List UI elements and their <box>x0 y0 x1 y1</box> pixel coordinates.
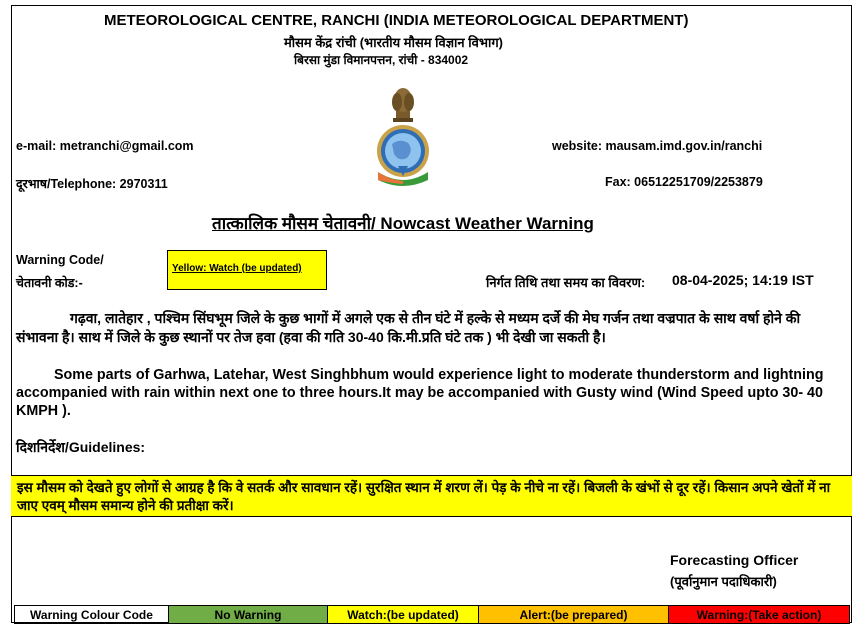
warning-code-label-hi: चेतावनी कोड:- <box>16 276 83 290</box>
issue-time-label: निर्गत तिथि तथा समय का विवरण: <box>486 275 646 290</box>
legend-no-warning: No Warning <box>168 605 328 624</box>
contact-email: e-mail: metranchi@gmail.com <box>16 139 194 153</box>
header-title-en: METEOROLOGICAL CENTRE, RANCHI (INDIA METEOROLOGICAL DEPARTMENT) <box>104 12 689 29</box>
legend-watch: Watch:(be updated) <box>327 605 479 624</box>
contact-telephone: दूरभाष/Telephone: 2970311 <box>16 177 168 191</box>
header-title-hi: मौसम केंद्र रांची (भारतीय मौसम विज्ञान विभाग) <box>284 35 503 50</box>
warning-text-english: Some parts of Garhwa, Latehar, West Singhbhum would experience light to moderate thunderstorm and lightning accompanied with rain within next one to three hours.It may be accompanied with Gusty wind (Wind Speed upto 30- 40 KMPH ). <box>16 367 824 419</box>
forecasting-officer-title-hi: (पूर्वानुमान पदाधिकारी) <box>670 574 777 589</box>
warning-text-hindi: गढ़वा, लातेहार , पश्चिम सिंघभूम जिले के कुछ भागों में अगले एक से तीन घंटे में हल्के से मध्यम दर्जे की मेघ गर्जन तथा वज्रपात के साथ वर्षा होने की संभावना है। साथ में जिले के कुछ स्थानों पर तेज हवा (हवा की गति 30-40 कि.मी.प्रति घंटे तक ) भी देखी जा सकती है। <box>16 310 801 345</box>
issue-time-value: 08-04-2025; 14:19 IST <box>672 272 814 288</box>
forecasting-officer-title: Forecasting Officer <box>670 552 799 568</box>
contact-fax: Fax: 06512251709/2253879 <box>605 175 763 189</box>
warning-code-box: Yellow: Watch (be updated) <box>167 250 327 290</box>
imd-emblem-icon <box>374 80 432 188</box>
legend-alert: Alert:(be prepared) <box>478 605 669 624</box>
legend-warning: Warning:(Take action) <box>668 605 850 624</box>
warning-colour-legend <box>14 605 850 624</box>
contact-website: website: mausam.imd.gov.in/ranchi <box>552 139 763 153</box>
document-title: तात्कालिक मौसम चेतावनी/ Nowcast Weather Warning <box>212 214 594 233</box>
header-address: बिरसा मुंडा विमानपत्तन, रांची - 834002 <box>294 53 469 67</box>
warning-code-label-en: Warning Code/ <box>16 253 104 267</box>
guidelines-text: इस मौसम को देखते हुए लोगों से आग्रह है कि वे सतर्क और सावधान रहें। सुरक्षित स्थान में शरण लें। पेड़ के नीचे ना रहें। बिजली के खंभों से दूर रहें। किसान अपने खेतों में ना जाए एवम् मौसम समान्य होने की प्रतीक्षा करें। <box>11 475 852 517</box>
legend-label: Warning Colour Code <box>14 605 169 624</box>
guidelines-label: दिशनिर्देश/Guidelines: <box>16 439 146 455</box>
